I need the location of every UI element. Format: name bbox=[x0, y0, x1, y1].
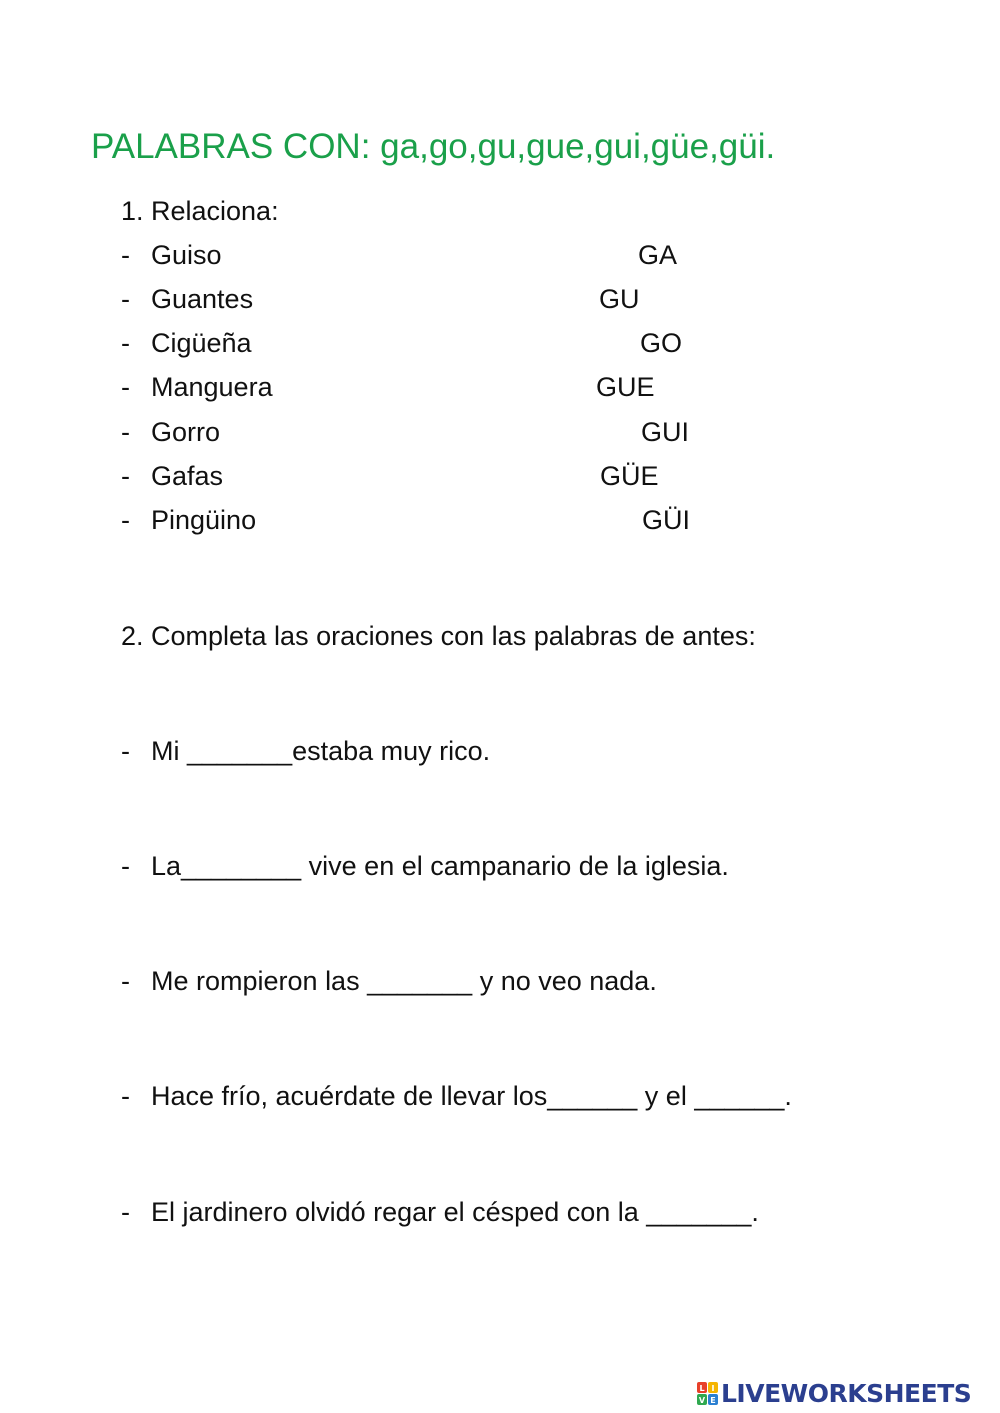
title-syllables: ga,go,gu,gue,gui,güe,güi. bbox=[380, 127, 776, 166]
bullet-dash: - bbox=[121, 1081, 130, 1111]
bullet-dash: - bbox=[121, 505, 130, 535]
bullet-dash: - bbox=[121, 372, 130, 402]
liveworksheets-brand: LIVEWORKSHEETS bbox=[721, 1379, 972, 1408]
liveworksheets-logo-icon bbox=[697, 1382, 719, 1406]
match-syllable[interactable]: GUI bbox=[641, 417, 690, 447]
section-2-title: Completa las oraciones con las palabras de antes: bbox=[151, 621, 756, 651]
match-word[interactable]: Gafas bbox=[151, 461, 224, 491]
match-syllable[interactable]: GU bbox=[599, 284, 640, 314]
match-word[interactable]: Pingüino bbox=[151, 505, 257, 535]
match-word[interactable]: Gorro bbox=[151, 417, 221, 447]
bullet-dash: - bbox=[121, 736, 130, 766]
bullet-dash: - bbox=[121, 851, 130, 881]
bullet-dash: - bbox=[121, 328, 130, 358]
match-word[interactable]: Guantes bbox=[151, 284, 254, 314]
bullet-dash: - bbox=[121, 1197, 130, 1227]
match-syllable[interactable]: GA bbox=[638, 240, 678, 270]
bullet-dash: - bbox=[121, 966, 130, 996]
match-syllable[interactable]: GO bbox=[640, 328, 683, 358]
sentence-text: Hace frío, acuérdate de llevar los______ y el ______. bbox=[151, 1081, 792, 1111]
section-1-heading bbox=[121, 194, 279, 228]
sentence-text: El jardinero olvidó regar el césped con la _______. bbox=[151, 1197, 759, 1227]
svg-text:V: V bbox=[698, 1396, 706, 1405]
bullet-dash: - bbox=[121, 417, 130, 447]
sentence-text: La________ vive en el campanario de la iglesia. bbox=[151, 851, 729, 881]
match-word[interactable]: Guiso bbox=[151, 240, 222, 270]
svg-text:E: E bbox=[710, 1396, 716, 1405]
section-2-number: 2. bbox=[121, 621, 144, 651]
match-syllable[interactable]: GÜI bbox=[642, 505, 691, 535]
bullet-dash: - bbox=[121, 461, 130, 491]
title-lead: PALABRAS CON: bbox=[91, 127, 371, 166]
match-word[interactable]: Cigüeña bbox=[151, 328, 252, 358]
liveworksheets-logo bbox=[697, 1378, 997, 1410]
sentence-text: Me rompieron las _______ y no veo nada. bbox=[151, 966, 657, 996]
bullet-dash: - bbox=[121, 240, 130, 270]
section-1-number: 1. bbox=[121, 196, 144, 226]
match-syllable[interactable]: GÜE bbox=[600, 461, 659, 491]
section-2-heading bbox=[121, 619, 756, 653]
match-syllable[interactable]: GUE bbox=[596, 372, 655, 402]
svg-text:I: I bbox=[711, 1384, 715, 1393]
sentence-text: Mi _______estaba muy rico. bbox=[151, 736, 491, 766]
bullet-dash: - bbox=[121, 284, 130, 314]
match-word[interactable]: Manguera bbox=[151, 372, 273, 402]
svg-text:L: L bbox=[699, 1384, 705, 1393]
page-title bbox=[91, 124, 775, 170]
section-1-title: Relaciona: bbox=[151, 196, 279, 226]
